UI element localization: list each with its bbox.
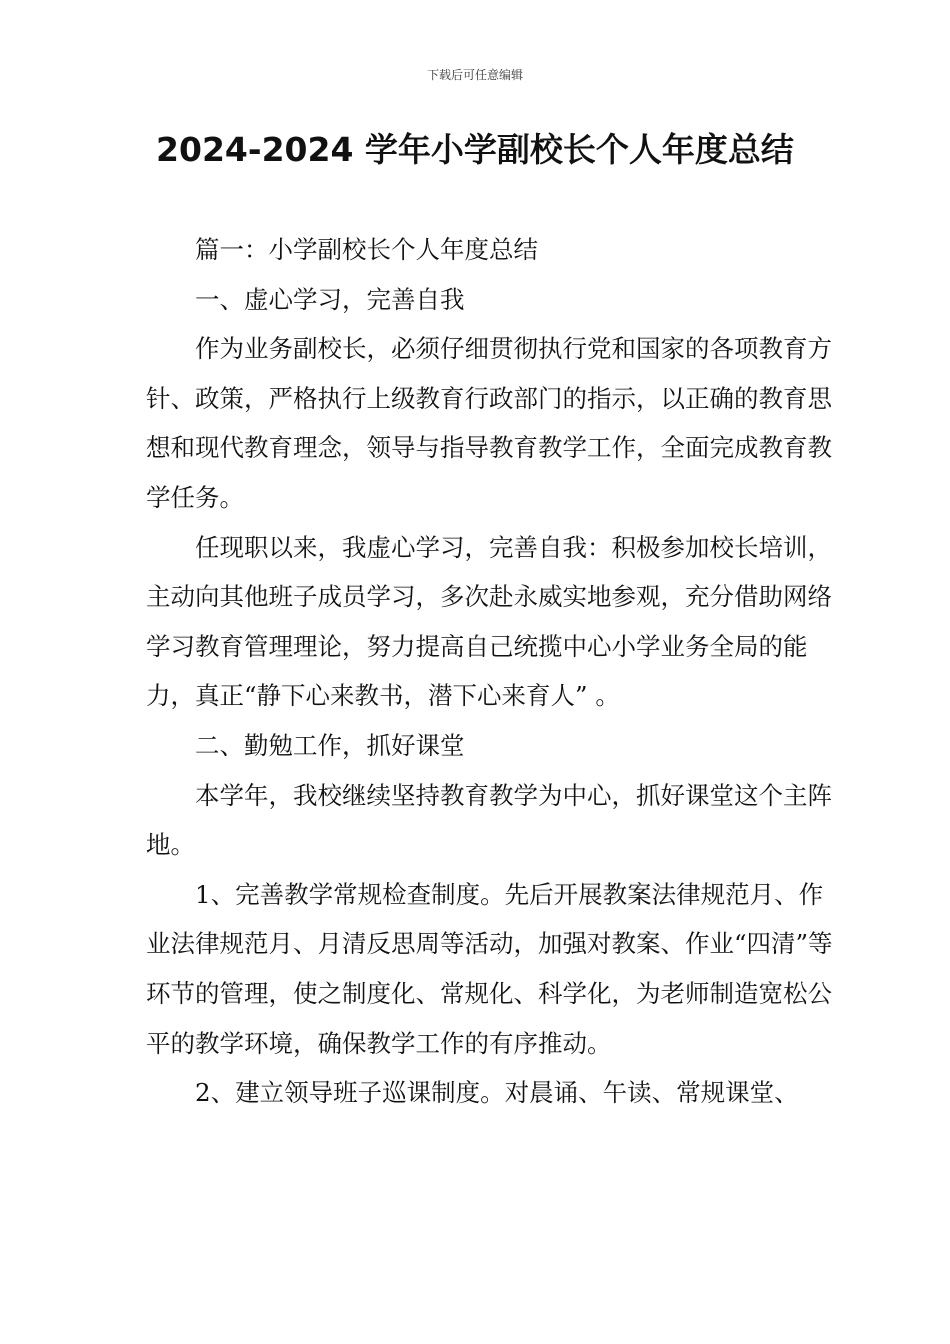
subheading-2: 二、勤勉工作，抓好课堂: [195, 730, 465, 760]
header-note: 下载后可任意编辑: [426, 68, 523, 82]
body-paragraph: 任现职以来，我虚心学习，完善自我：积极参加校长培训，主动向其他班子成员学习，多次赴永威实地参观，充分借助网络学习教育管理理论，努力提高自己统揽中心小学业务全局的能力，真正“静下心来教书，潜下心来育人” 。: [146, 532, 832, 711]
document-body: [146, 225, 836, 1118]
section-heading-1: 篇一：小学副校长个人年度总结: [195, 235, 538, 264]
body-paragraph: 2、建立领导班子巡课制度。对晨诵、午读、常规课堂、: [195, 1078, 799, 1108]
body-paragraph: 1、完善教学常规检查制度。先后开展教案法律规范月、作业法律规范月、月清反思周等活动，加强对教案、作业“四清”等环节的管理，使之制度化、常规化、科学化，为老师制造宽松公平的教学环境，确保教学工作的有序推动。: [146, 879, 833, 1058]
body-paragraph: 作为业务副校长，必须仔细贯彻执行党和国家的各项教育方针、政策，严格执行上级教育行政部门的指示，以正确的教育思想和现代教育理念，领导与指导教育教学工作，全面完成教育教学任务。: [146, 334, 832, 512]
body-paragraph: 本学年，我校继续坚持教育教学为中心，抓好课堂这个主阵地。: [146, 780, 832, 860]
subheading-1: 一、虚心学习，完善自我: [195, 284, 465, 314]
document-title: 2024-2024 学年小学副校长个人年度总结: [156, 130, 794, 169]
